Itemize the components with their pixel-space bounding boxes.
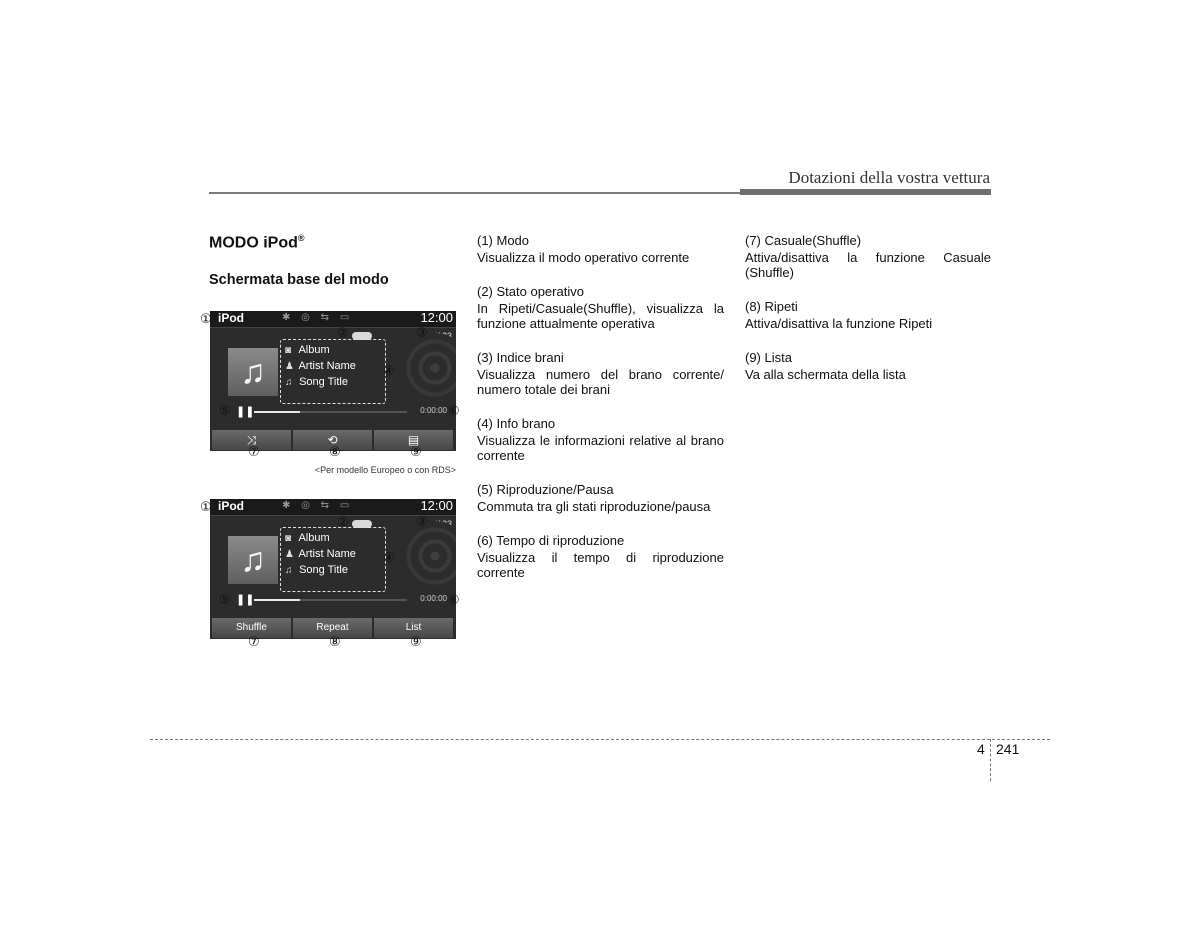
song-info-box <box>280 339 386 404</box>
shuffle-button[interactable]: Shuffle <box>212 618 291 638</box>
callout-8: ⑧ <box>329 634 341 649</box>
pause-icon[interactable]: ❚❚ <box>236 406 255 418</box>
description-title: (7) Casuale(Shuffle) <box>745 233 862 248</box>
album-name: Album <box>298 344 330 356</box>
list-icon: ▤ <box>407 433 420 447</box>
callout-6: ⑥ <box>448 403 460 418</box>
description-text: Visualizza le informazioni relative al brano corrente <box>477 433 724 463</box>
list-button[interactable]: List <box>374 618 453 638</box>
callout-1: ① <box>200 499 212 514</box>
song-icon: ♫ <box>285 377 293 388</box>
description-column-middle <box>477 233 724 599</box>
song-row <box>285 564 348 576</box>
song-title: Song Title <box>299 564 348 576</box>
song-info-box <box>280 527 386 592</box>
callout-3: ③ <box>416 514 428 529</box>
album-icon: ◙ <box>285 345 292 356</box>
callout-4: ④ <box>383 550 395 565</box>
description-text: Visualizza il tempo di riproduzione corrente <box>477 550 724 580</box>
callout-7: ⑦ <box>248 634 260 649</box>
status-icons: ✱ ◎ ⇆ ▭ <box>282 312 354 323</box>
progress-fill <box>254 411 300 413</box>
page-number: 241 <box>996 741 1020 757</box>
speaker-decoration <box>400 333 456 403</box>
clock: 12:00 <box>420 499 453 513</box>
callout-5: ⑤ <box>219 403 231 418</box>
running-head: Dotazioni della vostra vettura <box>788 168 990 187</box>
song-title: Song Title <box>299 376 348 388</box>
pause-icon[interactable]: ❚❚ <box>236 594 255 606</box>
speaker-decoration <box>400 521 456 591</box>
artist-name: Artist Name <box>298 548 356 560</box>
callout-9: ⑨ <box>410 444 422 459</box>
artist-row <box>285 548 356 560</box>
description-title: (4) Info brano <box>477 416 556 431</box>
callout-2: ② <box>337 514 349 529</box>
callout-9: ⑨ <box>410 634 422 649</box>
progress-fill <box>254 599 300 601</box>
callout-6: ⑥ <box>448 592 460 607</box>
description-text: Visualizza il modo operativo corrente <box>477 250 690 265</box>
subsection-title: Schermata base del modo <box>209 272 389 288</box>
callout-5: ⑤ <box>219 592 231 607</box>
description-title: (6) Tempo di riproduzione <box>477 533 625 548</box>
footer-divider <box>990 739 991 781</box>
callout-8: ⑧ <box>329 444 341 459</box>
description-column-right <box>745 233 991 401</box>
artist-name: Artist Name <box>298 360 356 372</box>
repeat-icon: ⟲ <box>327 433 338 447</box>
play-time: 0:00:00 <box>420 594 447 603</box>
section-title-text: MODO iPod <box>209 234 298 252</box>
description-title: (1) Modo <box>477 233 530 248</box>
description-item <box>477 350 724 397</box>
description-text: In Ripeti/Casuale(Shuffle), visualizza la funzione attualmente operativa <box>477 301 724 331</box>
description-item <box>745 233 991 280</box>
description-title: (2) Stato operativo <box>477 284 584 299</box>
header-rule-accent <box>740 189 991 195</box>
footer-rule <box>150 739 1050 740</box>
song-row <box>285 376 348 388</box>
description-title: (3) Indice brani <box>477 350 564 365</box>
description-item <box>477 482 724 514</box>
description-item <box>477 416 724 463</box>
callout-3: ③ <box>416 325 428 340</box>
description-item <box>745 350 991 382</box>
song-icon: ♫ <box>285 565 293 576</box>
mode-label: iPod <box>218 499 244 513</box>
description-item <box>477 233 724 265</box>
callout-4: ④ <box>383 363 395 378</box>
chapter-number: 4 <box>977 741 985 757</box>
status-icons: ✱ ◎ ⇆ ▭ <box>282 500 354 511</box>
shuffle-icon: ⤨ <box>246 433 257 447</box>
callout-1: ① <box>200 311 212 326</box>
artist-icon: ♟ <box>285 549 294 560</box>
album-icon: ◙ <box>285 533 292 544</box>
description-text: Visualizza numero del brano corrente/ numero totale dei brani <box>477 367 724 397</box>
description-item <box>477 533 724 580</box>
description-text: Attiva/disattiva la funzione Casuale (Shuffle) <box>745 250 991 280</box>
description-title: (9) Lista <box>745 350 792 365</box>
progress-bar[interactable] <box>254 411 407 413</box>
artist-icon: ♟ <box>285 361 294 372</box>
artist-row <box>285 360 356 372</box>
album-art-music-note-icon: ♫ <box>228 348 278 396</box>
description-title: (5) Riproduzione/Pausa <box>477 482 614 497</box>
callout-2: ② <box>337 325 349 340</box>
album-art-music-note-icon: ♫ <box>228 536 278 584</box>
repeat-button[interactable]: Repeat <box>293 618 372 638</box>
section-title <box>209 233 305 252</box>
album-row <box>285 344 330 356</box>
registered-mark: ® <box>297 233 305 243</box>
mode-label: iPod <box>218 311 244 325</box>
progress-bar[interactable] <box>254 599 407 601</box>
description-text: Attiva/disattiva la funzione Ripeti <box>745 316 933 331</box>
description-text: Va alla schermata della lista <box>745 367 906 382</box>
screen-caption: <Per modello Europeo o con RDS> <box>314 465 456 475</box>
clock: 12:00 <box>420 311 453 325</box>
description-title: (8) Ripeti <box>745 299 798 314</box>
description-item <box>477 284 724 331</box>
play-time: 0:00:00 <box>420 406 447 415</box>
header-rule <box>209 192 740 194</box>
description-text: Commuta tra gli stati riproduzione/pausa <box>477 499 711 514</box>
album-name: Album <box>298 532 330 544</box>
album-row <box>285 532 330 544</box>
callout-7: ⑦ <box>248 444 260 459</box>
description-item <box>745 299 991 331</box>
